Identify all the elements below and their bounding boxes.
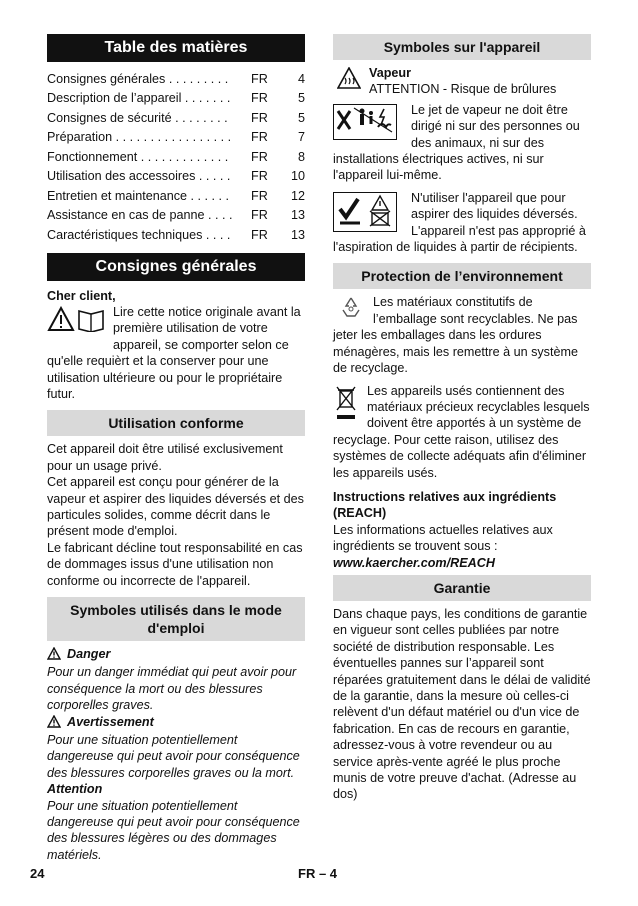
- left-column: [47, 34, 305, 863]
- toc-entry-language: FR: [251, 130, 268, 145]
- use-paragraph-2: Cet appareil est conçu pour générer de la vapeur et aspirer des liquides déversés et des particules solides, comme décrit dans le présent mode d'emploi.: [47, 475, 304, 539]
- device-symbols-title: Symboles sur l'appareil: [333, 34, 591, 60]
- reach-text: Les informations actuelles relatives aux ingrédients se trouvent sous :: [333, 522, 553, 554]
- toc-entry-page: 7: [297, 130, 305, 145]
- toc-row[interactable]: [47, 225, 305, 245]
- toc-entry-page: 5: [297, 110, 305, 125]
- footer-label: FR – 4: [298, 866, 338, 881]
- toc-entry-page: 13: [290, 227, 305, 242]
- danger-text: Pour un danger immédiat qui peut avoir pour conséquence la mort ou des blessures corporelles graves.: [47, 665, 297, 713]
- toc-entry-language: FR: [251, 169, 268, 184]
- env-paragraph-1: Les matériaux constitutifs de l’emballage sont recyclables. Ne pas jeter les emballages dans les ordures ménagères, mais les remettre à un système de recyclage.: [333, 295, 578, 376]
- warning-label: Avertissement: [67, 714, 154, 729]
- toc-entry-page: 10: [290, 169, 305, 184]
- steam-text: ATTENTION - Risque de brûlures: [369, 82, 557, 97]
- right-column: [333, 34, 591, 803]
- steam-label: Vapeur: [369, 66, 411, 80]
- toc-title: Table des matières: [47, 34, 305, 62]
- toc-row[interactable]: [47, 89, 305, 109]
- symbols-title: Symboles utilisés dans le mode d'emploi: [47, 597, 305, 641]
- toc-row[interactable]: [47, 69, 305, 89]
- toc-entry-label: Caractéristiques techniques . . . .: [47, 227, 231, 242]
- toc-entry-label: Assistance en cas de panne . . . .: [47, 208, 233, 223]
- suction-text: N'utiliser l'appareil que pour aspirer des liquides déversés. L'appareil n'est pas approprié à l'aspiration de liquides à partir de récipients.: [333, 190, 586, 255]
- table-of-contents: [47, 69, 305, 245]
- warning-text: Pour une situation potentiellement dangereuse qui peut avoir pour conséquence des blessures corporelles graves ou la mort.: [47, 733, 300, 780]
- toc-entry-language: FR: [251, 71, 268, 86]
- toc-entry-language: FR: [251, 208, 268, 223]
- env-title: Protection de l’environnement: [333, 263, 591, 289]
- env-paragraph-2: Les appareils usés contiennent des matériaux précieux recyclables lesquels doivent être apportés à un système de recyclage. Pour cette raison, utilisez des systèmes de collecte adéquats afin d'éliminer les appareils usés.: [333, 383, 590, 480]
- caution-text: Pour une situation potentiellement dangereuse qui peut avoir pour conséquence des blessures légères ou des dommages matériels.: [47, 798, 300, 862]
- use-paragraph-1: Cet appareil doit être utilisé exclusivement pour un usage privé.: [47, 442, 283, 473]
- jet-text: Le jet de vapeur ne doit être dirigé ni sur des personnes ou des animaux, ni sur des installations électriques actives, ni sur l'appareil lui-même.: [333, 102, 580, 183]
- reach-url[interactable]: www.kaercher.com/REACH: [333, 555, 495, 570]
- toc-row[interactable]: [47, 147, 305, 167]
- warning-book-icon: [47, 306, 105, 336]
- general-title: Consignes générales: [47, 253, 305, 281]
- toc-entry-language: FR: [251, 227, 268, 242]
- toc-row[interactable]: [47, 186, 305, 206]
- toc-entry-label: Fonctionnement . . . . . . . . . . . . .: [47, 149, 229, 164]
- reach-title: Instructions relatives aux ingrédients (REACH): [333, 489, 557, 521]
- greeting: Cher client,: [47, 288, 116, 303]
- intro-text: Lire cette notice originale avant la première utilisation de votre appareil, se comporter selon ce qu'elle requièrt et la conserver pour une utilisation ultérieure ou pour le propriétaire futur.: [47, 304, 301, 401]
- toc-row[interactable]: [47, 108, 305, 128]
- toc-entry-page: 8: [297, 149, 305, 164]
- toc-entry-label: Description de l’appareil . . . . . . .: [47, 91, 231, 106]
- toc-entry-page: 13: [290, 208, 305, 223]
- toc-entry-label: Préparation . . . . . . . . . . . . . . . . .: [47, 130, 232, 145]
- recycling-icon: [341, 296, 361, 322]
- crossed-bin-icon: [335, 385, 357, 425]
- toc-entry-page: 12: [290, 188, 305, 203]
- toc-entry-language: FR: [251, 110, 268, 125]
- suction-liquids-icon: [333, 192, 397, 232]
- toc-entry-language: FR: [251, 149, 268, 164]
- hot-steam-warning-icon: [337, 67, 361, 93]
- toc-entry-language: FR: [251, 91, 268, 106]
- danger-warning-icon: [47, 647, 61, 664]
- toc-entry-label: Consignes de sécurité . . . . . . . .: [47, 110, 228, 125]
- warning-icon: [47, 715, 61, 732]
- warranty-title: Garantie: [333, 575, 591, 601]
- toc-entry-label: Consignes générales . . . . . . . . .: [47, 71, 229, 86]
- no-steam-on-people-icon: [333, 104, 397, 140]
- toc-row[interactable]: [47, 128, 305, 148]
- use-title: Utilisation conforme: [47, 410, 305, 436]
- caution-label: Attention: [47, 782, 103, 797]
- toc-entry-page: 4: [297, 71, 305, 86]
- toc-entry-label: Utilisation des accessoires . . . . .: [47, 169, 231, 184]
- warranty-text: Dans chaque pays, les conditions de garantie en vigueur sont celles publiées par notre société de distribution responsable. Les éventuelles pannes sur l’appareil sont réparées gratuitement dans le délai de validité de la garantie, dans la mesure où celles-ci relèvent d'un défaut matériel ou d'un vice de fabrication. En cas de recours en garantie, adressez-vous à votre revendeur ou au service après-vente agréé le plus proche munis de votre preuve d'achat. (Adresse au dos): [333, 606, 591, 802]
- page-number: 24: [30, 866, 45, 881]
- toc-entry-label: Entretien et maintenance . . . . . .: [47, 188, 230, 203]
- toc-row[interactable]: [47, 167, 305, 187]
- toc-entry-language: FR: [251, 188, 268, 203]
- toc-row[interactable]: [47, 206, 305, 226]
- use-paragraph-3: Le fabricant décline tout responsabilité en cas de dommages issus d'une utilisation non conforme ou incorrecte de l'appareil.: [47, 540, 303, 588]
- toc-entry-page: 5: [297, 91, 305, 106]
- danger-label: Danger: [67, 647, 111, 661]
